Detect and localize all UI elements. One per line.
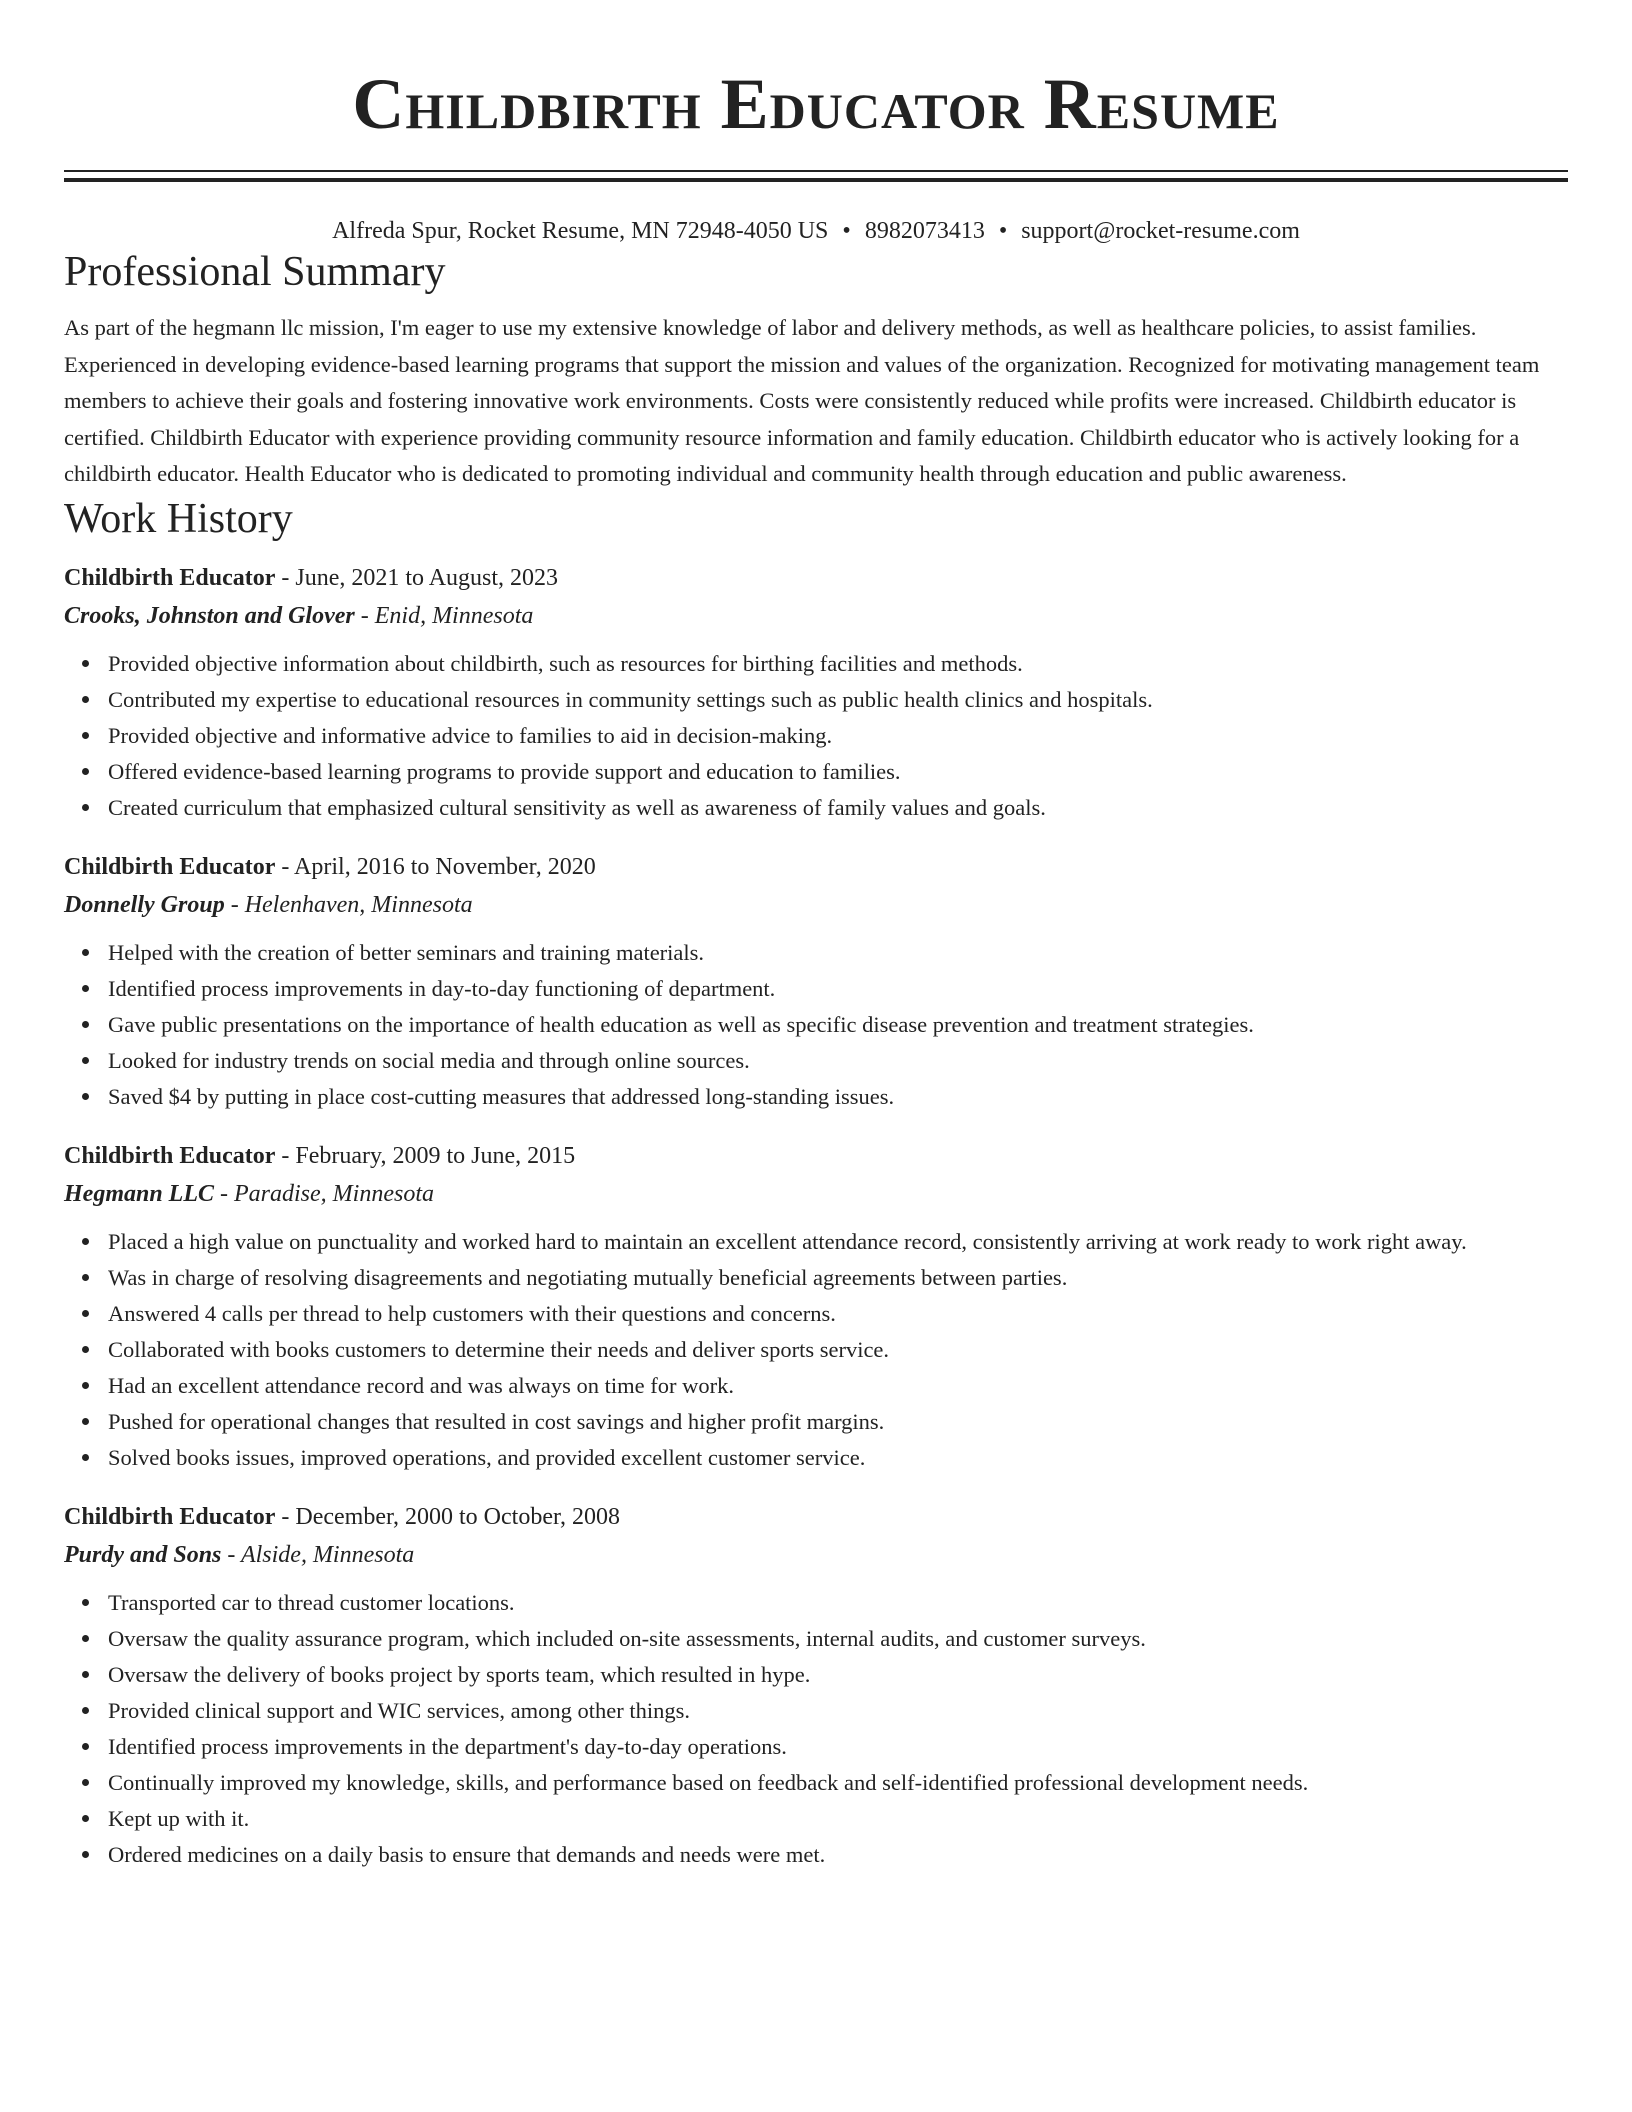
job-employer: Hegmann LLC [64, 1180, 215, 1207]
job-title-line [64, 1137, 1568, 1175]
dash-separator: - [275, 564, 296, 591]
contact-line [64, 216, 1568, 246]
job-bullet: Answered 4 calls per thread to help customers with their questions and concerns. [108, 1296, 1568, 1332]
dash-separator: - [275, 853, 295, 880]
contact-separator: • [998, 218, 1008, 244]
job-bullet-list [64, 1585, 1568, 1873]
job-entry [64, 848, 1568, 1115]
resume-page [64, 0, 1568, 1873]
dash-separator: - [275, 1142, 296, 1169]
resume-title: Childbirth Educator Resume [352, 64, 1280, 144]
job-bullet: Identified process improvements in the department's day-to-day operations. [108, 1729, 1568, 1765]
title-double-rule [64, 170, 1568, 182]
job-bullet: Solved books issues, improved operations, and provided excellent customer service. [108, 1440, 1568, 1476]
job-role: Childbirth Educator [64, 1142, 276, 1169]
job-dates: June, 2021 to August, 2023 [295, 564, 559, 591]
job-bullet: Had an excellent attendance record and was always on time for work. [108, 1368, 1568, 1404]
job-bullet: Continually improved my knowledge, skills, and performance based on feedback and self-identified professional development needs. [108, 1765, 1568, 1801]
job-bullet: Created curriculum that emphasized cultural sensitivity as well as awareness of family values and goals. [108, 790, 1568, 826]
job-location: Paradise, Minnesota [234, 1180, 434, 1207]
dash-separator: - [224, 891, 245, 918]
job-dates: February, 2009 to June, 2015 [295, 1142, 576, 1169]
job-bullet: Provided objective and informative advice to families to aid in decision-making. [108, 718, 1568, 754]
job-entry [64, 1137, 1568, 1476]
job-bullet: Oversaw the quality assurance program, which included on-site assessments, internal audits, and customer surveys. [108, 1621, 1568, 1657]
job-entry [64, 559, 1568, 826]
contact-address: Alfreda Spur, Rocket Resume, MN 72948-4050 US [332, 218, 829, 244]
job-employer-line [64, 1536, 1568, 1575]
job-bullet: Looked for industry trends on social media and through online sources. [108, 1043, 1568, 1079]
job-role: Childbirth Educator [64, 853, 276, 880]
job-entry [64, 1498, 1568, 1873]
job-bullet: Was in charge of resolving disagreements and negotiating mutually beneficial agreements between parties. [108, 1260, 1568, 1296]
work-history-list [64, 559, 1568, 1873]
job-bullet: Helped with the creation of better seminars and training materials. [108, 935, 1568, 971]
dash-separator: - [214, 1180, 235, 1207]
dash-separator: - [221, 1541, 241, 1568]
job-employer-line [64, 886, 1568, 925]
job-bullet-list [64, 1224, 1568, 1476]
summary-heading: Professional Summary [64, 249, 446, 295]
job-dates: December, 2000 to October, 2008 [295, 1503, 621, 1530]
job-bullet: Pushed for operational changes that resulted in cost savings and higher profit margins. [108, 1404, 1568, 1440]
job-title-line [64, 848, 1568, 886]
job-employer: Crooks, Johnston and Glover [64, 602, 355, 629]
job-employer: Purdy and Sons [64, 1541, 222, 1568]
work-history-heading: Work History [64, 495, 293, 542]
job-bullet: Contributed my expertise to educational resources in community settings such as public health clinics and hospitals. [108, 682, 1568, 718]
job-bullet: Gave public presentations on the importance of health education as well as specific disease prevention and treatment strategies. [108, 1007, 1568, 1043]
job-bullet: Placed a high value on punctuality and worked hard to maintain an excellent attendance record, consistently arriving at work ready to work right away. [108, 1224, 1568, 1260]
job-bullet: Provided objective information about childbirth, such as resources for birthing facilities and methods. [108, 646, 1568, 682]
dash-separator: - [354, 602, 375, 629]
job-role: Childbirth Educator [64, 1503, 276, 1530]
contact-phone: 8982073413 [864, 218, 985, 244]
job-bullet: Ordered medicines on a daily basis to ensure that demands and needs were met. [108, 1837, 1568, 1873]
job-bullet: Identified process improvements in day-to-day functioning of department. [108, 971, 1568, 1007]
dash-separator: - [275, 1503, 296, 1530]
job-employer: Donnelly Group [64, 891, 225, 918]
job-bullet: Transported car to thread customer locations. [108, 1585, 1568, 1621]
job-bullet: Offered evidence-based learning programs to provide support and education to families. [108, 754, 1568, 790]
job-bullet: Collaborated with books customers to determine their needs and deliver sports service. [108, 1332, 1568, 1368]
job-location: Helenhaven, Minnesota [244, 891, 473, 918]
job-bullet: Provided clinical support and WIC services, among other things. [108, 1693, 1568, 1729]
job-location: Enid, Minnesota [374, 602, 534, 629]
job-bullet-list [64, 935, 1568, 1115]
job-bullet: Saved $4 by putting in place cost-cutting measures that addressed long-standing issues. [108, 1079, 1568, 1115]
job-employer-line [64, 597, 1568, 636]
job-bullet: Oversaw the delivery of books project by sports team, which resulted in hype. [108, 1657, 1568, 1693]
rule-thin-line [64, 170, 1568, 172]
job-title-line [64, 1498, 1568, 1536]
job-employer-line [64, 1175, 1568, 1214]
job-bullet-list [64, 646, 1568, 826]
job-location: Alside, Minnesota [240, 1541, 415, 1568]
contact-email: support@rocket-resume.com [1021, 218, 1300, 244]
job-role: Childbirth Educator [64, 564, 276, 591]
contact-separator: • [842, 218, 851, 244]
job-title-line [64, 559, 1568, 597]
rule-thick-line [64, 178, 1568, 182]
summary-text: As part of the hegmann llc mission, I'm eager to use my extensive knowledge of labor and delivery methods, as well as healthcare policies, to assist families. Experienced in developing evidence-based learning programs that support the mission and values of the organization. Recognized for motivating management team members to achieve their goals and fostering innovative work environments. Costs were consistently reduced while profits were increased. Childbirth educator is certified. Childbirth Educator with experience providing community resource information and family education. Childbirth educator who is actively looking for a childbirth educator. Health Educator who is dedicated to promoting individual and community health through education and public awareness. [64, 315, 1540, 487]
job-bullet: Kept up with it. [108, 1801, 1568, 1837]
job-dates: April, 2016 to November, 2020 [294, 853, 596, 880]
